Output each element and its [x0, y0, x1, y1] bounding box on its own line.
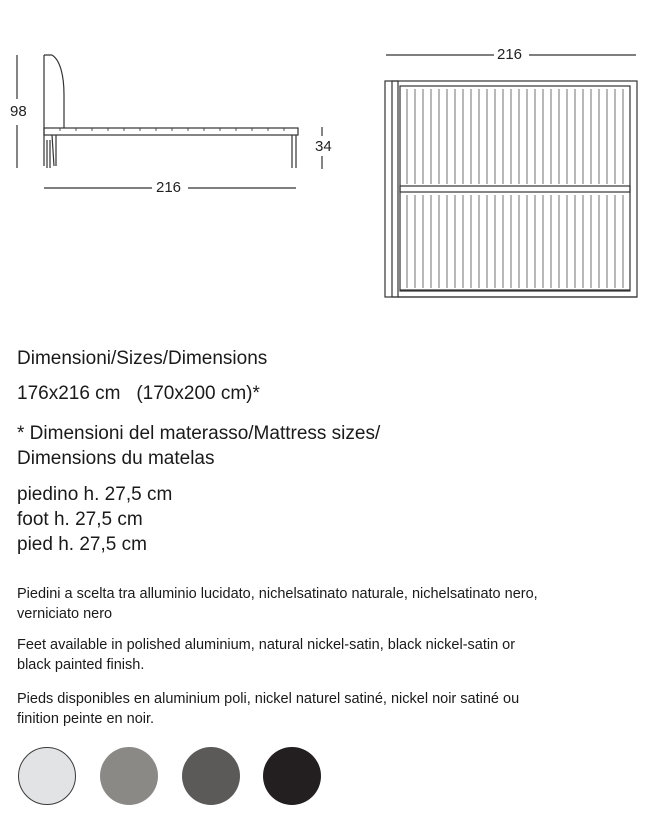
side-height-label: 98	[10, 103, 27, 120]
mattress-note-line2: Dimensions du matelas	[17, 448, 215, 469]
leg-height-label: 34	[315, 138, 332, 155]
bed-technical-drawing	[0, 0, 669, 320]
foot-height-it: piedino h. 27,5 cm	[17, 484, 173, 505]
top-view-slats	[407, 89, 623, 288]
foot-height-fr: pied h. 27,5 cm	[17, 534, 147, 555]
dimensions-heading: Dimensioni/Sizes/Dimensions	[17, 348, 268, 369]
black-nickel-satin-swatch	[182, 747, 240, 805]
finishes-text-it: Piedini a scelta tra alluminio lucidato, nichelsatinato naturale, nichelsatinato nero, verniciato nero	[17, 586, 538, 622]
side-frame	[44, 128, 298, 135]
side-legs	[52, 135, 296, 168]
foot-height-en: foot h. 27,5 cm	[17, 509, 143, 530]
natural-nickel-satin-swatch	[100, 747, 158, 805]
finishes-text-en: Feet available in polished aluminium, natural nickel-satin, black nickel-satin or black painted finish.	[17, 637, 516, 673]
bed-size: 176x216 cm (170x200 cm)*	[17, 383, 260, 404]
polished-aluminium-swatch	[18, 747, 76, 805]
finishes-text-fr: Pieds disponibles en aluminium poli, nickel naturel satiné, nickel noir satiné ou finition peinte en noir.	[17, 691, 520, 727]
mattress-note-line1: * Dimensioni del materasso/Mattress sizes/	[17, 423, 381, 444]
black-painted-swatch	[263, 747, 321, 805]
side-length-label: 216	[156, 179, 182, 196]
top-width-label: 216	[497, 46, 523, 63]
